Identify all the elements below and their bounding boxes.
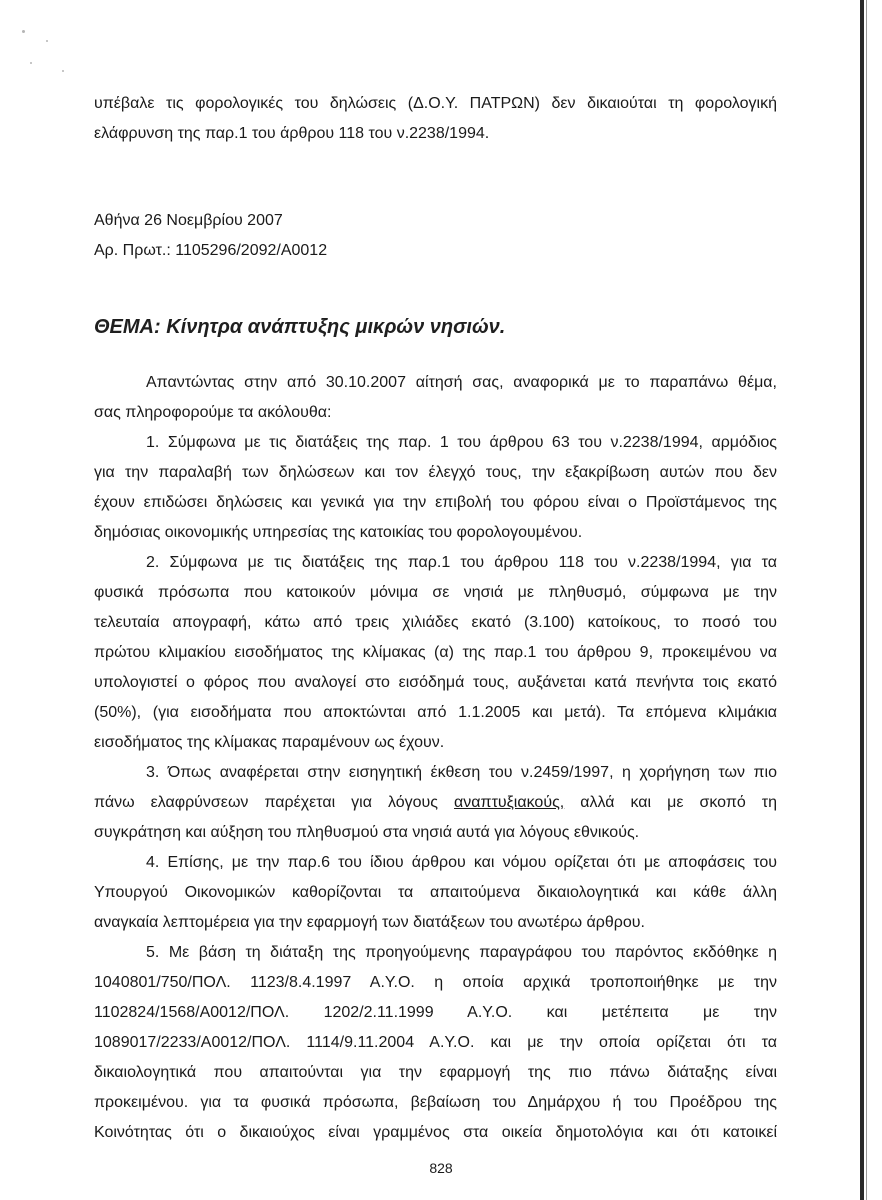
paragraph-2-line: 2. Σύμφωνα με τις διατάξεις της παρ.1 του άρθρου 118 του ν.2238/1994, για τα bbox=[146, 554, 777, 571]
paragraph-5-line: 1040801/750/ΠΟΛ. 1123/8.4.1997 Α.Υ.Ο. η οποία αρχικά τροποποιήθηκε με την bbox=[94, 974, 777, 991]
paragraph-2-line: υπολογιστεί ο φόρος που αναλογεί στο εισόδημά τους, αυξάνεται κατά πενήντα τοις εκατό bbox=[94, 674, 777, 691]
place-date: Αθήνα 26 Νοεμβρίου 2007 bbox=[94, 212, 283, 229]
paragraph-2-line: εισοδήματος της κλίμακας παραμένουν ως έχουν. bbox=[94, 734, 445, 751]
page-number: 828 bbox=[429, 1160, 453, 1176]
scan-speck bbox=[46, 40, 48, 42]
paragraph-2-line: (50%), (για εισοδήματα που αποκτώνται από 1.1.2005 και μετά). Τα επόμενα κλιμάκια bbox=[94, 704, 777, 721]
scan-edge-line-thin bbox=[866, 0, 867, 1200]
paragraph-3-line bbox=[94, 792, 777, 814]
paragraph-5-line: προκειμένου. για τα φυσικά πρόσωπα, βεβαίωση του Δημάρχου ή του Προέδρου της bbox=[94, 1094, 777, 1111]
paragraph-3-text: αλλά και με σκοπό τη bbox=[564, 794, 778, 811]
scan-speck bbox=[62, 70, 64, 72]
paragraph-5-line: δικαιολογητικά που απαιτούνται για την εφαρμογή της πιο πάνω διάταξης είναι bbox=[94, 1064, 777, 1081]
paragraph-5-line: Κοινότητας ότι ο δικαιούχος είναι γραμμένος στα οικεία δημοτολόγια και ότι κατοικεί bbox=[94, 1124, 777, 1141]
intro-line: Απαντώντας στην από 30.10.2007 αίτησή σας, αναφορικά με το παραπάνω θέμα, bbox=[146, 374, 777, 391]
paragraph-3-text: πάνω ελαφρύνσεων παρέχεται για λόγους bbox=[94, 794, 455, 811]
protocol-number: Αρ. Πρωτ.: 1105296/2092/Α0012 bbox=[94, 242, 328, 259]
body-text-line: ελάφρυνση της παρ.1 του άρθρου 118 του ν.2238/1994. bbox=[94, 125, 490, 142]
paragraph-5-line: 1102824/1568/Α0012/ΠΟΛ. 1202/2.11.1999 Α.Υ.Ο. και μετέπειτα με την bbox=[94, 1004, 777, 1021]
underlined-word: αναπτυξιακούς, bbox=[454, 794, 565, 811]
paragraph-4-line: αναγκαία λεπτομέρεια για την εφαρμογή των διατάξεων του ανωτέρω άρθρου. bbox=[94, 914, 645, 931]
paragraph-3-line: συγκράτηση και αύξηση του πληθυσμού στα νησιά αυτά για λόγους εθνικούς. bbox=[94, 824, 640, 841]
paragraph-2-line: τελευταία απογραφή, κάτω από τρεις χιλιάδες εκατό (3.100) κατοίκους, το ποσό του bbox=[94, 614, 777, 631]
paragraph-2-line: φυσικά πρόσωπα που κατοικούν μόνιμα σε νησιά με πληθυσμό, σύμφωνα με την bbox=[94, 584, 777, 601]
scan-edge-line bbox=[860, 0, 864, 1200]
paragraph-1-line: δημόσιας οικονομικής υπηρεσίας της κατοικίας του φορολογουμένου. bbox=[94, 524, 583, 541]
subject-title: ΘΕΜΑ: Κίνητρα ανάπτυξης μικρών νησιών. bbox=[94, 316, 506, 338]
paragraph-3-line: 3. Όπως αναφέρεται στην εισηγητική έκθεση του ν.2459/1997, η χορήγηση των πιο bbox=[146, 764, 777, 781]
paragraph-2-line: πρώτου κλιμακίου εισοδήματος της κλίμακας (α) της παρ.1 του άρθρου 9, προκειμένου να bbox=[94, 644, 777, 661]
intro-line: σας πληροφορούμε τα ακόλουθα: bbox=[94, 404, 332, 421]
paragraph-1-line: για την παραλαβή των δηλώσεων και τον έλεγχό τους, την εξακρίβωση αυτών που δεν bbox=[94, 464, 777, 481]
scan-speck bbox=[30, 62, 32, 64]
body-text-line: υπέβαλε τις φορολογικές του δηλώσεις (Δ.Ο.Υ. ΠΑΤΡΩΝ) δεν δικαιούται τη φορολογική bbox=[94, 95, 777, 112]
paragraph-5-line: 1089017/2233/Α0012/ΠΟΛ. 1114/9.11.2004 Α.Υ.Ο. και με την οποία ορίζεται ότι τα bbox=[94, 1034, 777, 1051]
paragraph-5-line: 5. Με βάση τη διάταξη της προηγούμενης παραγράφου του παρόντος εκδόθηκε η bbox=[146, 944, 777, 961]
paragraph-4-line: Υπουργού Οικονομικών καθορίζονται τα απαιτούμενα δικαιολογητικά και κάθε άλλη bbox=[94, 884, 777, 901]
paragraph-1-line: έχουν επιδώσει δηλώσεις και γενικά για την επιβολή του φόρου είναι ο Προϊστάμενος της bbox=[94, 494, 777, 511]
paragraph-4-line: 4. Επίσης, με την παρ.6 του ίδιου άρθρου και νόμου ορίζεται ότι με αποφάσεις του bbox=[146, 854, 777, 871]
scan-speck bbox=[22, 30, 25, 33]
paragraph-1-line: 1. Σύμφωνα με τις διατάξεις της παρ. 1 του άρθρου 63 του ν.2238/1994, αρμόδιος bbox=[146, 434, 777, 451]
